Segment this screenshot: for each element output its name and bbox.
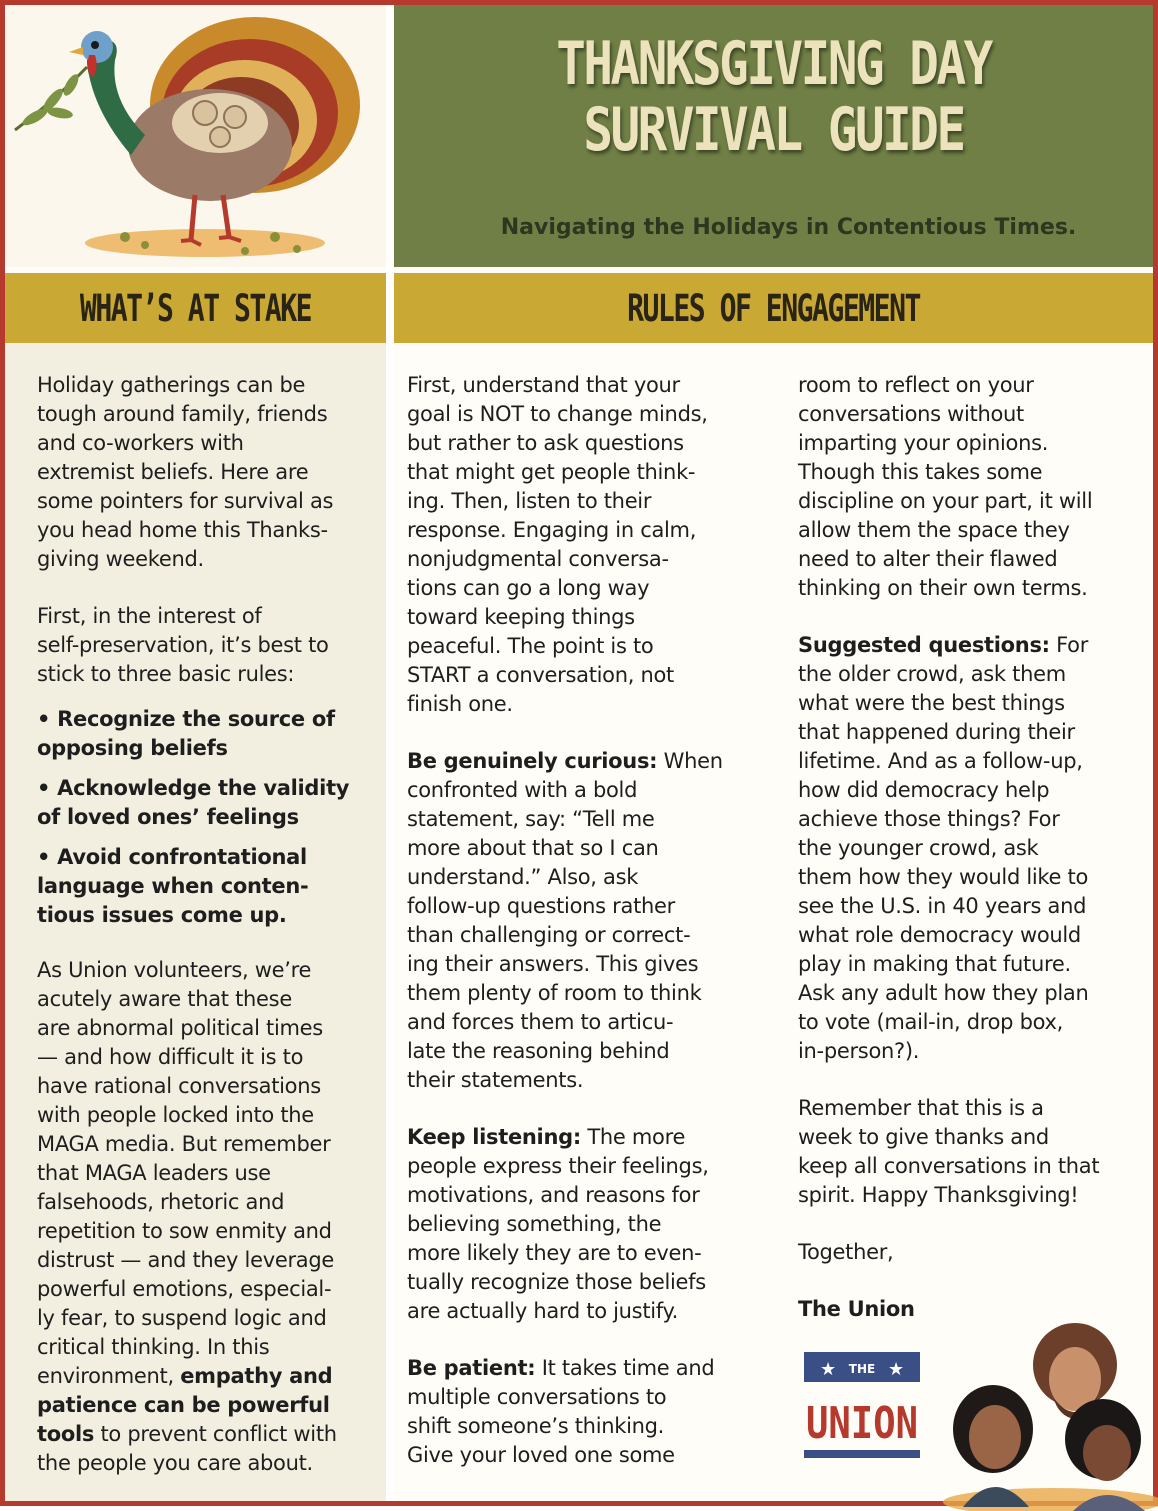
text-fragment: environment, xyxy=(37,1364,181,1388)
text-line: have rational conversations xyxy=(37,1074,321,1098)
suggested-questions-paragraph xyxy=(798,631,1143,1066)
emphasis-text: empathy and xyxy=(180,1364,333,1388)
text-line: see the U.S. in 40 years and xyxy=(798,894,1087,918)
column-whats-at-stake xyxy=(37,371,382,1506)
text-line: believing something, the xyxy=(407,1212,662,1236)
text-line: ing. Then, listen to their xyxy=(407,489,652,513)
text-line: opposing beliefs xyxy=(37,736,228,760)
text-line: falsehoods, rhetoric and xyxy=(37,1190,285,1214)
text-line: you head home this Thanks- xyxy=(37,518,328,542)
text-line: lifetime. And as a follow-up, xyxy=(798,749,1083,773)
text-line: distrust — and they leverage xyxy=(37,1248,335,1272)
text-line xyxy=(37,1362,382,1391)
column-divider xyxy=(386,5,394,1501)
text-line: peaceful. The point is to xyxy=(407,634,654,658)
text-line: than challenging or correct- xyxy=(407,923,691,947)
text-line: them how they would like to xyxy=(798,865,1089,889)
text-line: • Recognize the source of xyxy=(37,707,335,731)
emphasis-text: patience can be powerful xyxy=(37,1393,330,1417)
signature: The Union xyxy=(798,1297,915,1321)
text-line: of loved ones’ feelings xyxy=(37,805,299,829)
text-line: and forces them to articu- xyxy=(407,1010,674,1034)
text-line: response. Engaging in calm, xyxy=(407,518,697,542)
text-line: to vote (mail-in, drop box, xyxy=(798,1010,1064,1034)
text-line: goal is NOT to change minds, xyxy=(407,402,708,426)
text-line: Though this takes some xyxy=(798,460,1043,484)
text-line: As Union volunteers, we’re xyxy=(37,958,312,982)
text-fragment: to prevent conflict with xyxy=(94,1422,337,1446)
text-line: Remember that this is a xyxy=(798,1096,1044,1120)
text-line: self-preservation, it’s best to xyxy=(37,633,329,657)
text-line: them plenty of room to think xyxy=(407,981,702,1005)
text-line: Give your loved one some xyxy=(407,1443,675,1467)
text-fragment: For xyxy=(1049,633,1089,657)
text-line: START a conversation, not xyxy=(407,663,674,687)
text-line: in-person?). xyxy=(798,1039,920,1063)
turkey-icon xyxy=(5,5,386,267)
text-line: some pointers for survival as xyxy=(37,489,334,513)
text-line: First, understand that your xyxy=(407,373,680,397)
text-line: that might get people think- xyxy=(407,460,696,484)
page-subtitle: Navigating the Holidays in Contentious Times. xyxy=(500,215,1077,240)
section-heading-whats-at-stake: WHAT’S AT STAKE xyxy=(79,287,312,330)
rule-item xyxy=(37,843,382,930)
turkey-illustration xyxy=(5,5,386,267)
text-line: late the reasoning behind xyxy=(407,1039,670,1063)
text-line: follow-up questions rather xyxy=(407,894,675,918)
text-line: multiple conversations to xyxy=(407,1385,667,1409)
text-line: how did democracy help xyxy=(798,778,1050,802)
reflect-paragraph xyxy=(798,371,1143,603)
text-line: play in making that future. xyxy=(798,952,1071,976)
text-line: finish one. xyxy=(407,692,513,716)
people-illustration xyxy=(933,1317,1155,1511)
star-icon: ★ xyxy=(820,1359,837,1380)
keep-listening-paragraph xyxy=(407,1123,753,1326)
text-line: acutely aware that these xyxy=(37,987,292,1011)
text-line: language when conten- xyxy=(37,874,309,898)
text-line: critical thinking. In this xyxy=(37,1335,270,1359)
text-line: ing their answers. This gives xyxy=(407,952,699,976)
header-banner xyxy=(394,5,1153,267)
title-line-1: THANKSGIVING DAY xyxy=(556,29,991,99)
text-line: toward keeping things xyxy=(407,605,635,629)
text-line: that MAGA leaders use xyxy=(37,1161,271,1185)
text-line xyxy=(407,1354,753,1383)
text-line: what role democracy would xyxy=(798,923,1081,947)
text-line: — and how difficult it is to xyxy=(37,1045,304,1069)
page-title xyxy=(462,31,1084,163)
text-line: nonjudgmental conversa- xyxy=(407,547,669,571)
text-line: allow them the space they xyxy=(798,518,1070,542)
remember-paragraph xyxy=(798,1094,1143,1210)
intro-paragraph xyxy=(37,371,382,574)
logo-small-text: THE xyxy=(848,1362,876,1376)
rule-item xyxy=(37,774,382,832)
column-rules-2 xyxy=(798,371,1143,1352)
text-line: • Avoid confrontational xyxy=(37,845,307,869)
text-line: room to reflect on your xyxy=(798,373,1034,397)
rule-item xyxy=(37,705,382,763)
text-line: repetition to sow enmity and xyxy=(37,1219,332,1243)
text-line: motivations, and reasons for xyxy=(407,1183,700,1207)
text-line: are actually hard to justify. xyxy=(407,1299,679,1323)
text-line: spirit. Happy Thanksgiving! xyxy=(798,1183,1079,1207)
text-fragment: It takes time and xyxy=(535,1356,715,1380)
rules-intro-paragraph xyxy=(37,602,382,689)
text-line: understand.” Also, ask xyxy=(407,865,639,889)
text-line: achieve those things? For xyxy=(798,807,1060,831)
text-line: Ask any adult how they plan xyxy=(798,981,1089,1005)
text-line: conversations without xyxy=(798,402,1024,426)
text-line: powerful emotions, especial- xyxy=(37,1277,332,1301)
text-line: with people locked into the xyxy=(37,1103,314,1127)
text-line: people express their feelings, xyxy=(407,1154,709,1178)
text-line: but rather to ask questions xyxy=(407,431,684,455)
text-line: giving weekend. xyxy=(37,547,204,571)
text-line: discipline on your part, it will xyxy=(798,489,1093,513)
text-line: extremist beliefs. Here are xyxy=(37,460,309,484)
text-line: tually recognize those beliefs xyxy=(407,1270,706,1294)
emphasis-text: tools xyxy=(37,1422,95,1446)
basic-rules-list xyxy=(37,705,382,930)
text-line: their statements. xyxy=(407,1068,584,1092)
text-line: MAGA media. But remember xyxy=(37,1132,331,1156)
text-line: keep all conversations in that xyxy=(798,1154,1100,1178)
text-line xyxy=(407,747,753,776)
be-patient-paragraph xyxy=(407,1354,753,1470)
engagement-intro-paragraph xyxy=(407,371,753,719)
text-line: First, in the interest of xyxy=(37,604,262,628)
be-curious-paragraph xyxy=(407,747,753,1095)
text-line: more about that so I can xyxy=(407,836,659,860)
text-line: ly fear, to suspend logic and xyxy=(37,1306,327,1330)
tip-label: Be patient: xyxy=(407,1356,536,1380)
text-line: shift someone’s thinking. xyxy=(407,1414,665,1438)
section-heading-rules-of-engagement: RULES OF ENGAGEMENT xyxy=(627,287,920,330)
logo-big-text: UNION xyxy=(806,1398,918,1449)
text-line: week to give thanks and xyxy=(798,1125,1049,1149)
text-line: more likely they are to even- xyxy=(407,1241,702,1265)
tip-label: Suggested questions: xyxy=(798,633,1050,657)
text-line xyxy=(798,631,1143,660)
text-fragment: When xyxy=(657,749,723,773)
text-line: imparting your opinions. xyxy=(798,431,1049,455)
tip-label: Be genuinely curious: xyxy=(407,749,658,773)
union-volunteers-paragraph xyxy=(37,956,382,1478)
text-line: the older crowd, ask them xyxy=(798,662,1066,686)
logo-bottom-band xyxy=(804,1450,920,1458)
text-line: the younger crowd, ask xyxy=(798,836,1039,860)
title-line-2: SURVIVAL GUIDE xyxy=(583,95,964,165)
text-line: what were the best things xyxy=(798,691,1065,715)
text-line: that happened during their xyxy=(798,720,1075,744)
text-line: are abnormal political times xyxy=(37,1016,323,1040)
text-fragment: The more xyxy=(580,1125,686,1149)
star-icon: ★ xyxy=(888,1359,905,1380)
text-line: statement, say: “Tell me xyxy=(407,807,655,831)
text-line: the people you care about. xyxy=(37,1451,313,1475)
text-line xyxy=(407,1123,753,1152)
section-band-left xyxy=(5,273,386,343)
text-line: • Acknowledge the validity xyxy=(37,776,350,800)
union-logo xyxy=(802,1350,922,1460)
closing-line: Together, xyxy=(798,1240,894,1264)
text-line: and co-workers with xyxy=(37,431,244,455)
text-line xyxy=(37,1420,382,1449)
column-rules-1 xyxy=(407,371,753,1498)
text-line: thinking on their own terms. xyxy=(798,576,1088,600)
text-line: confronted with a bold xyxy=(407,778,638,802)
text-line: tough around family, friends xyxy=(37,402,328,426)
tip-label: Keep listening: xyxy=(407,1125,581,1149)
text-line: tious issues come up. xyxy=(37,903,287,927)
text-line: Holiday gatherings can be xyxy=(37,373,306,397)
section-band-right xyxy=(394,273,1153,343)
text-line: tions can go a long way xyxy=(407,576,650,600)
text-line: stick to three basic rules: xyxy=(37,662,295,686)
text-line: need to alter their flawed xyxy=(798,547,1058,571)
